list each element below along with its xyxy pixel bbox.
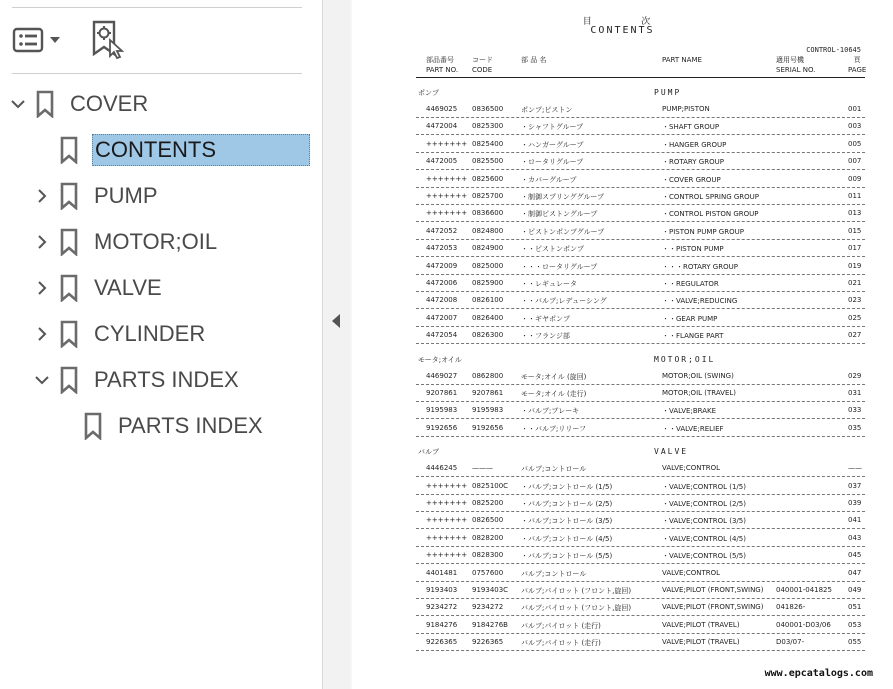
- table-row: [416, 100, 865, 118]
- part-name: VALVE;CONTROL: [662, 464, 721, 473]
- chevron-right-icon[interactable]: [30, 276, 54, 300]
- table-row: [416, 384, 865, 402]
- part-name: MOTOR;OIL (SWING): [662, 371, 734, 380]
- part-no: 4469027: [426, 371, 458, 380]
- page-no: 013: [848, 209, 862, 218]
- spacer: [54, 414, 78, 438]
- part-no: 4472005: [426, 157, 458, 166]
- part-name-jp: ・バルブ;コントロール (4/5): [521, 534, 613, 543]
- part-no: +++++++: [426, 499, 468, 507]
- page-no: 021: [848, 279, 862, 287]
- part-name: ・・GEAR PUMP: [662, 314, 718, 323]
- part-name-jp: ・ピストンポンプグループ: [521, 227, 605, 236]
- part-no: 4472053: [426, 244, 458, 253]
- page-no: 015: [848, 226, 862, 235]
- bookmark-search-icon: [90, 20, 126, 60]
- page-no: 009: [848, 174, 862, 183]
- code: 0836500: [472, 105, 504, 113]
- chevron-down-icon[interactable]: [6, 92, 30, 116]
- bookmark-item[interactable]: [30, 268, 162, 308]
- part-name-jp: ・バルブ;ブレーキ: [521, 407, 580, 416]
- page-no: 005: [848, 139, 862, 148]
- bookmark-icon: [58, 317, 80, 351]
- find-bookmark-button[interactable]: [90, 20, 126, 60]
- part-name-jp: ・カバーグループ: [521, 175, 577, 184]
- part-name-jp: ・・レギュレータ: [521, 280, 577, 288]
- part-no: 9207861: [426, 389, 458, 397]
- code: 0828200: [472, 533, 504, 542]
- bookmark-label: MOTOR;OIL: [94, 229, 218, 254]
- bookmark-label: VALVE: [94, 275, 162, 300]
- document-page: [352, 0, 893, 689]
- code: 9195983: [472, 406, 504, 415]
- bookmark-label: COVER: [70, 91, 149, 116]
- table-row: [416, 274, 865, 292]
- part-no: 4469025: [426, 105, 458, 113]
- code: 0757600: [472, 568, 504, 577]
- bookmark-label: PARTS INDEX: [94, 367, 239, 392]
- table-row: [416, 222, 865, 240]
- part-name-jp: ・・ギヤポンプ: [521, 314, 570, 323]
- part-no: +++++++: [426, 551, 468, 560]
- table-row: [416, 204, 865, 222]
- title-en: CONTENTS: [590, 25, 655, 36]
- bookmark-icon: [58, 133, 80, 167]
- part-name: VALVE;PILOT (FRONT,SWING): [662, 603, 764, 612]
- page-no: 043: [848, 533, 862, 542]
- part-no: 9193403: [426, 586, 458, 594]
- header-code: コード CODE: [472, 56, 493, 74]
- part-name: ・SHAFT GROUP: [662, 123, 720, 132]
- page-no: 025: [848, 313, 862, 322]
- part-no: 4472052: [426, 226, 458, 235]
- options-menu-button[interactable]: [12, 20, 64, 60]
- header-part-no: 部品番号 PART NO.: [426, 56, 459, 74]
- code: 0825200: [472, 499, 504, 507]
- table-row: [416, 419, 865, 437]
- part-name-jp: ・・・ロータリグループ: [521, 262, 598, 271]
- code: 0825500: [472, 157, 504, 166]
- spacer: [30, 138, 54, 162]
- table-row: [416, 257, 865, 275]
- section-title-jp: バルブ: [418, 448, 439, 457]
- code: 0825700: [472, 192, 504, 200]
- code: 0836600: [472, 209, 504, 218]
- code: 9184276B: [472, 620, 508, 629]
- code: 0825300: [472, 122, 504, 131]
- collapse-panel-icon[interactable]: [330, 312, 342, 330]
- page-no: ——: [848, 464, 862, 473]
- table-row: [416, 152, 865, 170]
- part-name: ・・VALVE;REDUCING: [662, 297, 738, 306]
- bookmark-icon: [58, 363, 80, 397]
- code: 0826100: [472, 296, 504, 305]
- list-options-icon: [12, 26, 64, 54]
- table-row: [416, 367, 865, 385]
- header-part-name-jp: 部 品 名: [521, 56, 547, 64]
- bookmarks-panel: [0, 0, 322, 689]
- bookmark-label: CYLINDER: [94, 321, 206, 346]
- page-no: 023: [848, 296, 862, 305]
- page-no: 047: [848, 568, 862, 577]
- title-jp: 目 次: [582, 17, 673, 27]
- page-no: 051: [848, 603, 862, 612]
- part-no: +++++++: [426, 516, 468, 525]
- code: 9192656: [472, 423, 504, 432]
- part-name-jp: ・ハンガーグループ: [521, 140, 584, 149]
- part-no: 4446245: [426, 464, 458, 473]
- table-row: [416, 401, 865, 419]
- part-no: 9192656: [426, 423, 458, 432]
- part-no: +++++++: [426, 209, 468, 218]
- table-row: [416, 326, 865, 344]
- part-no: +++++++: [426, 139, 468, 148]
- table-row: [416, 598, 865, 616]
- code: 9226365: [472, 638, 504, 647]
- page-no: 053: [848, 620, 862, 629]
- part-no: +++++++: [426, 481, 468, 490]
- bookmark-item[interactable]: [30, 222, 217, 262]
- part-name-jp: バルブ;パイロット (走行): [521, 639, 601, 648]
- part-name-jp: ポンプ;ピストン: [521, 106, 573, 114]
- part-name-jp: ・制御ピストングループ: [521, 210, 598, 219]
- chevron-down-icon[interactable]: [30, 368, 54, 392]
- bookmark-item[interactable]: [30, 360, 239, 400]
- part-no: 9234272: [426, 603, 458, 612]
- page-no: 029: [848, 371, 862, 380]
- page-no: 035: [848, 423, 862, 432]
- part-name: ・VALVE;BRAKE: [662, 407, 717, 416]
- bookmark-label: CONTENTS: [92, 134, 310, 166]
- code: 0825100C: [472, 481, 509, 490]
- code: 0825900: [472, 279, 504, 287]
- footer-url: www.epcatalogs.com: [764, 668, 873, 679]
- bookmark-item[interactable]: [6, 84, 148, 124]
- code: 0862800: [472, 371, 504, 380]
- part-name-jp: ・ロータリグループ: [521, 158, 584, 167]
- part-no: 4472054: [426, 331, 458, 340]
- code: 0828300: [472, 551, 504, 560]
- part-name-jp: ・・バルブ;リリーフ: [521, 424, 587, 433]
- table-row: [416, 170, 865, 188]
- page-no: 049: [848, 586, 862, 594]
- page-no: 001: [848, 105, 862, 113]
- page-no: 041: [848, 516, 862, 525]
- serial-no: 041826-: [776, 603, 806, 612]
- part-name: VALVE;PILOT (TRAVEL): [662, 620, 740, 629]
- serial-no: 040001-041825: [776, 586, 832, 594]
- bookmark-icon: [58, 225, 80, 259]
- section-title-en: MOTOR;OIL: [654, 354, 716, 364]
- part-no: 4401481: [426, 568, 458, 577]
- code: 0826400: [472, 313, 504, 322]
- bookmark-item[interactable]: [54, 406, 263, 446]
- part-name: VALVE;PILOT (FRONT,SWING): [662, 586, 764, 594]
- table-row: [416, 291, 865, 309]
- part-name: ・・・ROTARY GROUP: [662, 262, 738, 271]
- table-row: [416, 459, 865, 477]
- part-name: VALVE;CONTROL: [662, 568, 721, 577]
- code: 9234272: [472, 603, 504, 612]
- part-name: ・COVER GROUP: [662, 175, 721, 184]
- part-name-jp: バルブ;パイロット (フロント,旋回): [521, 604, 632, 613]
- section-title-jp: モータ;オイル: [418, 355, 462, 364]
- part-no: 4472007: [426, 313, 458, 322]
- part-name: ・VALVE;CONTROL (5/5): [662, 552, 746, 561]
- table-row: [416, 581, 865, 599]
- panel-splitter[interactable]: [323, 0, 350, 689]
- part-name-jp: モータ;オイル (旋回): [521, 372, 587, 381]
- part-name-jp: バルブ;コントロール: [521, 465, 587, 474]
- table-row: [416, 511, 865, 529]
- part-name: ・VALVE;CONTROL (1/5): [662, 482, 746, 491]
- part-name: PUMP;PISTON: [662, 105, 710, 113]
- part-name-jp: バルブ;パイロット (走行): [521, 621, 601, 630]
- part-name: ・・VALVE;RELIEF: [662, 424, 724, 433]
- part-name: ・・FLANGE PART: [662, 332, 724, 341]
- page-no: 019: [848, 261, 862, 270]
- part-name: ・・REGULATOR: [662, 280, 719, 288]
- divider: [12, 73, 302, 74]
- part-name-jp: ・バルブ;コントロール (3/5): [521, 517, 613, 526]
- page-no: 027: [848, 331, 862, 340]
- table-row: [416, 564, 865, 582]
- section-title-en: VALVE: [654, 447, 689, 457]
- header-page: 頁 PAGE: [848, 56, 867, 74]
- page-no: 031: [848, 389, 862, 397]
- part-name-jp: ・バルブ;コントロール (1/5): [521, 482, 613, 491]
- part-name-jp: ・・フランジ部: [521, 332, 570, 341]
- part-no: +++++++: [426, 533, 468, 542]
- header-serial: 適用号機 SERIAL NO.: [776, 56, 816, 74]
- part-name: VALVE;PILOT (TRAVEL): [662, 638, 740, 647]
- page-no: 007: [848, 157, 862, 166]
- section-title-jp: ポンプ: [418, 89, 439, 97]
- part-no: 4472004: [426, 122, 458, 131]
- section-title-en: PUMP: [654, 88, 682, 97]
- part-no: 4472009: [426, 261, 458, 270]
- code: 9207861: [472, 389, 504, 397]
- page-no: 055: [848, 638, 862, 647]
- table-row: [416, 117, 865, 135]
- code: 0824800: [472, 226, 504, 235]
- bookmark-label: PARTS INDEX: [118, 413, 263, 438]
- code: 0824900: [472, 244, 504, 253]
- header-part-name: PART NAME: [662, 56, 702, 64]
- part-name: ・VALVE;CONTROL (4/5): [662, 534, 746, 543]
- table-row: [416, 529, 865, 547]
- table-row: [416, 309, 865, 327]
- table-row: [416, 546, 865, 564]
- part-name-jp: ・バルブ;コントロール (2/5): [521, 500, 613, 508]
- code: 0825600: [472, 174, 504, 183]
- chevron-right-icon[interactable]: [30, 184, 54, 208]
- bookmark-icon: [58, 179, 80, 213]
- bookmark-item[interactable]: [30, 314, 205, 354]
- chevron-right-icon[interactable]: [30, 322, 54, 346]
- page-no: 033: [848, 406, 862, 415]
- page-no: 037: [848, 481, 862, 490]
- part-name-jp: バルブ;コントロール: [521, 569, 587, 578]
- part-name-jp: ・・ピストンポンプ: [521, 245, 584, 254]
- table-row: [416, 477, 865, 495]
- part-no: 9195983: [426, 406, 458, 415]
- page-no: 039: [848, 499, 862, 507]
- bookmark-item[interactable]: [30, 130, 310, 170]
- control-number: CONTROL-10645: [806, 46, 861, 54]
- bookmark-label: PUMP: [94, 183, 158, 208]
- part-name-jp: ・制御スプリンググループ: [521, 193, 605, 201]
- page-no: 017: [848, 244, 862, 253]
- chevron-right-icon[interactable]: [30, 230, 54, 254]
- table-row: [416, 187, 865, 205]
- code: ———: [472, 464, 493, 473]
- part-name-jp: ・バルブ;コントロール (5/5): [521, 552, 613, 561]
- header-rule: [416, 77, 865, 78]
- part-name-jp: バルブ;パイロット (フロント,旋回): [521, 587, 632, 595]
- part-no: 4472008: [426, 296, 458, 305]
- table-row: [416, 135, 865, 153]
- divider: [12, 7, 302, 8]
- table-row: [416, 633, 865, 651]
- part-no: 4472006: [426, 279, 458, 287]
- table-row: [416, 494, 865, 512]
- part-name: ・CONTROL PISTON GROUP: [662, 210, 759, 219]
- page-no: 003: [848, 122, 862, 131]
- page-no: 045: [848, 551, 862, 560]
- part-name: ・CONTROL SPRING GROUP: [662, 193, 760, 201]
- part-name-jp: ・・バルブ;レデューシング: [521, 297, 607, 306]
- table-row: [416, 616, 865, 634]
- part-name: ・PISTON PUMP GROUP: [662, 227, 744, 236]
- code: 9193403C: [472, 586, 509, 594]
- code: 0825400: [472, 139, 504, 148]
- part-name: MOTOR;OIL (TRAVEL): [662, 389, 737, 397]
- part-name: ・・PISTON PUMP: [662, 245, 724, 254]
- part-no: +++++++: [426, 174, 468, 183]
- serial-no: D03/07-: [776, 638, 805, 647]
- bookmark-icon: [58, 271, 80, 305]
- bookmark-icon: [82, 409, 104, 443]
- part-no: 9184276: [426, 620, 458, 629]
- page-no: 011: [848, 192, 862, 200]
- code: 0826500: [472, 516, 504, 525]
- part-name: ・VALVE;CONTROL (2/5): [662, 500, 746, 508]
- code: 0826300: [472, 331, 504, 340]
- code: 0825000: [472, 261, 504, 270]
- part-no: 9226365: [426, 638, 458, 647]
- part-name-jp: モータ;オイル (走行): [521, 390, 587, 398]
- serial-no: 040001-D03/06: [776, 620, 831, 629]
- part-no: +++++++: [426, 192, 468, 200]
- table-row: [416, 239, 865, 257]
- part-name: ・VALVE;CONTROL (3/5): [662, 517, 746, 526]
- part-name: ・HANGER GROUP: [662, 140, 727, 149]
- part-name: ・ROTARY GROUP: [662, 158, 724, 167]
- part-name-jp: ・シャフトグループ: [521, 123, 584, 132]
- bookmark-icon: [34, 87, 56, 121]
- bookmark-item[interactable]: [30, 176, 158, 216]
